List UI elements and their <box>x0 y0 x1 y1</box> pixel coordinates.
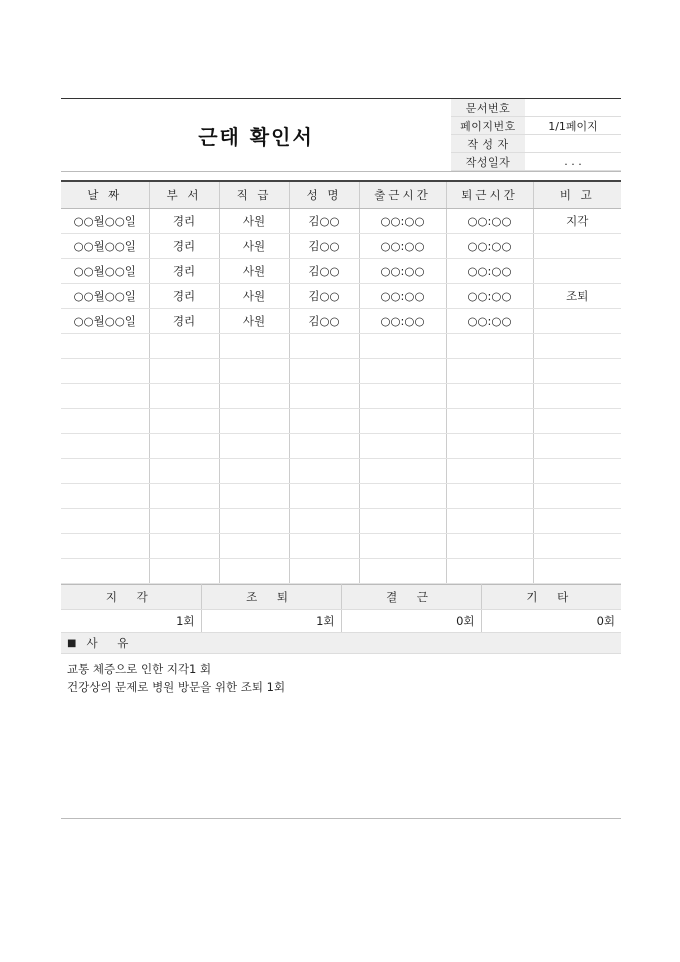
table-cell[interactable] <box>533 459 621 484</box>
table-cell[interactable]: 사원 <box>219 259 289 284</box>
table-cell[interactable]: 사원 <box>219 284 289 309</box>
table-cell[interactable] <box>533 259 621 284</box>
table-cell[interactable] <box>446 384 533 409</box>
table-cell[interactable] <box>149 534 219 559</box>
table-cell[interactable] <box>219 434 289 459</box>
square-bullet-icon: ■ <box>67 637 77 649</box>
table-cell[interactable] <box>359 459 446 484</box>
table-cell[interactable]: ○○:○○ <box>359 259 446 284</box>
table-cell[interactable] <box>446 434 533 459</box>
table-cell[interactable] <box>533 409 621 434</box>
table-cell[interactable] <box>219 509 289 534</box>
table-cell[interactable] <box>533 334 621 359</box>
table-cell[interactable] <box>533 484 621 509</box>
table-cell[interactable] <box>359 434 446 459</box>
table-cell[interactable] <box>61 359 149 384</box>
table-row <box>61 409 621 434</box>
table-cell[interactable]: ○○:○○ <box>446 209 533 234</box>
table-row <box>61 509 621 534</box>
table-cell[interactable] <box>61 509 149 534</box>
table-row <box>61 334 621 359</box>
table-cell[interactable] <box>219 459 289 484</box>
table-cell[interactable] <box>149 509 219 534</box>
column-header: 퇴근시간 <box>446 181 533 209</box>
attendance-table <box>61 180 621 584</box>
column-header: 성 명 <box>289 181 359 209</box>
table-cell[interactable]: ○○:○○ <box>359 209 446 234</box>
table-cell[interactable] <box>149 334 219 359</box>
table-cell[interactable] <box>446 534 533 559</box>
summary-value[interactable]: 0회 <box>341 610 481 633</box>
table-cell[interactable] <box>289 359 359 384</box>
table-cell[interactable]: 경리 <box>149 259 219 284</box>
summary-header: 조 퇴 <box>201 585 341 610</box>
table-cell[interactable]: ○○월○○일 <box>61 234 149 259</box>
column-header: 부 서 <box>149 181 219 209</box>
column-header: 직 급 <box>219 181 289 209</box>
table-cell[interactable] <box>219 484 289 509</box>
table-cell[interactable]: 조퇴 <box>533 284 621 309</box>
table-cell[interactable] <box>289 509 359 534</box>
table-cell[interactable] <box>149 434 219 459</box>
summary-header: 기 타 <box>481 585 621 610</box>
table-cell[interactable]: ○○:○○ <box>446 234 533 259</box>
table-cell[interactable] <box>533 534 621 559</box>
table-row <box>61 309 621 334</box>
table-cell[interactable] <box>446 484 533 509</box>
table-row <box>61 259 621 284</box>
table-cell[interactable] <box>446 359 533 384</box>
attendance-document <box>61 98 621 819</box>
table-cell[interactable] <box>61 459 149 484</box>
table-cell[interactable] <box>446 334 533 359</box>
table-cell[interactable]: ○○월○○일 <box>61 209 149 234</box>
table-cell[interactable] <box>149 559 219 584</box>
table-cell[interactable]: ○○:○○ <box>446 309 533 334</box>
summary-table <box>61 584 621 633</box>
table-cell[interactable] <box>533 559 621 584</box>
table-cell[interactable] <box>219 409 289 434</box>
table-cell[interactable] <box>359 359 446 384</box>
table-cell[interactable]: 경리 <box>149 284 219 309</box>
meta-row <box>451 135 621 153</box>
table-cell[interactable] <box>446 559 533 584</box>
table-cell[interactable] <box>289 409 359 434</box>
table-cell[interactable] <box>359 334 446 359</box>
table-cell[interactable] <box>359 484 446 509</box>
table-cell[interactable] <box>289 459 359 484</box>
table-cell[interactable] <box>359 559 446 584</box>
table-cell[interactable]: 경리 <box>149 309 219 334</box>
table-cell[interactable] <box>359 509 446 534</box>
table-row <box>61 459 621 484</box>
table-cell[interactable] <box>219 534 289 559</box>
table-cell[interactable] <box>289 434 359 459</box>
table-cell[interactable]: ○○:○○ <box>446 284 533 309</box>
table-cell[interactable]: ○○월○○일 <box>61 309 149 334</box>
summary-header-row <box>61 585 621 610</box>
document-meta-table <box>451 99 621 171</box>
document-header <box>61 98 621 171</box>
table-cell[interactable] <box>359 409 446 434</box>
summary-header: 지 각 <box>61 585 201 610</box>
meta-label: 문서번호 <box>451 99 525 117</box>
reason-content[interactable] <box>61 654 621 819</box>
table-cell[interactable] <box>149 484 219 509</box>
table-row <box>61 434 621 459</box>
table-cell[interactable] <box>533 359 621 384</box>
table-cell[interactable]: ○○월○○일 <box>61 259 149 284</box>
table-cell[interactable] <box>219 334 289 359</box>
table-cell[interactable] <box>359 534 446 559</box>
table-cell[interactable] <box>533 509 621 534</box>
meta-value[interactable]: . . . <box>525 153 621 171</box>
table-cell[interactable]: ○○:○○ <box>359 284 446 309</box>
table-cell[interactable]: 사원 <box>219 234 289 259</box>
reason-line: 교통 체증으로 인한 지각1 회 <box>67 662 212 676</box>
table-cell[interactable] <box>446 459 533 484</box>
table-cell[interactable]: 지각 <box>533 209 621 234</box>
column-header: 날 짜 <box>61 181 149 209</box>
table-cell[interactable] <box>149 409 219 434</box>
table-cell[interactable] <box>533 384 621 409</box>
table-cell[interactable] <box>61 409 149 434</box>
table-cell[interactable]: ○○월○○일 <box>61 284 149 309</box>
table-row <box>61 534 621 559</box>
table-row <box>61 559 621 584</box>
table-cell[interactable]: 김○○ <box>289 309 359 334</box>
table-cell[interactable]: ○○:○○ <box>446 259 533 284</box>
table-cell[interactable] <box>61 484 149 509</box>
meta-label: 작성일자 <box>451 153 525 171</box>
meta-row <box>451 117 621 135</box>
summary-value[interactable]: 0회 <box>481 610 621 633</box>
table-cell[interactable] <box>289 384 359 409</box>
table-cell[interactable] <box>149 359 219 384</box>
table-cell[interactable]: 경리 <box>149 209 219 234</box>
table-cell[interactable] <box>289 559 359 584</box>
summary-value[interactable]: 1회 <box>201 610 341 633</box>
table-cell[interactable] <box>219 384 289 409</box>
meta-label: 페이지번호 <box>451 117 525 135</box>
table-header-row <box>61 181 621 209</box>
table-row <box>61 384 621 409</box>
table-row <box>61 284 621 309</box>
table-cell[interactable]: 김○○ <box>289 259 359 284</box>
table-cell[interactable]: 사원 <box>219 209 289 234</box>
table-cell[interactable] <box>61 384 149 409</box>
table-row <box>61 484 621 509</box>
header-separator <box>61 171 621 180</box>
reason-line: 건강상의 문제로 병원 방문을 위한 조퇴 1회 <box>67 680 286 694</box>
meta-value[interactable] <box>525 99 621 117</box>
table-row <box>61 209 621 234</box>
table-cell[interactable]: 김○○ <box>289 284 359 309</box>
table-cell[interactable] <box>149 384 219 409</box>
meta-row <box>451 153 621 171</box>
column-header: 비 고 <box>533 181 621 209</box>
table-cell[interactable] <box>61 334 149 359</box>
table-cell[interactable]: ○○:○○ <box>359 309 446 334</box>
table-cell[interactable] <box>446 509 533 534</box>
table-cell[interactable] <box>61 434 149 459</box>
table-cell[interactable] <box>289 334 359 359</box>
reason-header <box>61 633 621 654</box>
table-cell[interactable] <box>61 559 149 584</box>
table-cell[interactable]: 사원 <box>219 309 289 334</box>
table-cell[interactable] <box>533 434 621 459</box>
table-row <box>61 359 621 384</box>
meta-value[interactable] <box>525 135 621 153</box>
table-cell[interactable] <box>289 534 359 559</box>
table-cell[interactable]: 김○○ <box>289 234 359 259</box>
summary-value[interactable]: 1회 <box>61 610 201 633</box>
meta-row <box>451 99 621 117</box>
meta-label: 작 성 자 <box>451 135 525 153</box>
table-cell[interactable] <box>219 359 289 384</box>
table-cell[interactable] <box>61 534 149 559</box>
meta-value[interactable]: 1/1페이지 <box>525 117 621 135</box>
table-cell[interactable]: ○○:○○ <box>359 234 446 259</box>
reason-label: 사 유 <box>86 636 137 650</box>
table-cell[interactable] <box>219 559 289 584</box>
column-header: 출근시간 <box>359 181 446 209</box>
table-cell[interactable] <box>533 234 621 259</box>
document-title: 근태 확인서 <box>198 124 314 149</box>
table-cell[interactable] <box>533 309 621 334</box>
summary-values-row <box>61 610 621 633</box>
table-cell[interactable]: 경리 <box>149 234 219 259</box>
table-cell[interactable] <box>149 459 219 484</box>
table-cell[interactable]: 김○○ <box>289 209 359 234</box>
table-cell[interactable] <box>446 409 533 434</box>
table-cell[interactable] <box>289 484 359 509</box>
table-row <box>61 234 621 259</box>
table-cell[interactable] <box>359 384 446 409</box>
summary-header: 결 근 <box>341 585 481 610</box>
